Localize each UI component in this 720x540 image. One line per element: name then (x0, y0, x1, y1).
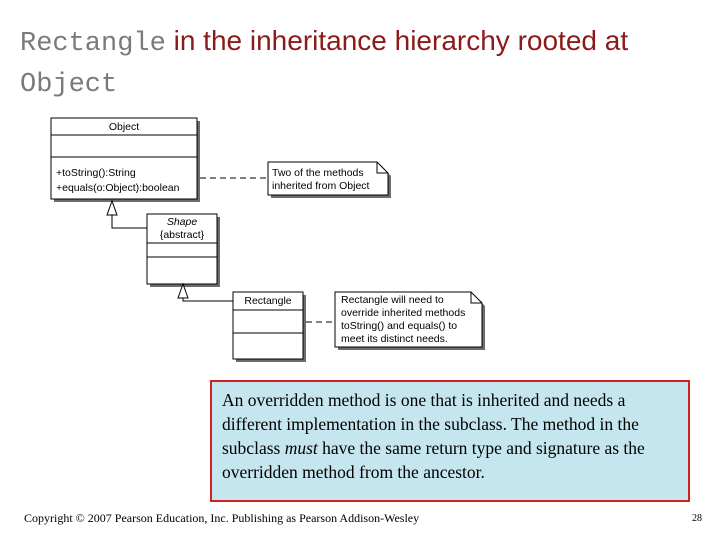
callout-emphasis: must (284, 438, 318, 458)
shape-class-stereotype: {abstract} (159, 229, 205, 241)
note2-line3: toString() and equals() to (341, 320, 458, 332)
note2-line1: Rectangle will need to (341, 294, 444, 306)
title-text: in the inheritance hierarchy rooted at (165, 25, 629, 56)
title-code-rectangle: Rectangle (20, 29, 166, 59)
rectangle-class-box (233, 292, 306, 362)
object-class-name: Object (108, 121, 140, 133)
page-number: 28 (692, 513, 702, 524)
callout-text-part2: have the same return type and signature as the overridden method from the ancestor. (222, 438, 645, 482)
note2-line4: meet its distinct needs. (341, 333, 448, 345)
shape-class-name: Shape (166, 216, 198, 228)
note1-line2: inherited from Object (272, 180, 370, 192)
note-inherited-methods (268, 162, 391, 198)
object-class-box (51, 118, 200, 202)
title-code-object: Object (20, 70, 118, 100)
inheritance-arrow-shape-object (107, 201, 147, 228)
object-method-tostring: +toString():String (56, 167, 136, 179)
rectangle-class-name: Rectangle (244, 295, 292, 307)
object-method-equals: +equals(o:Object):boolean (56, 182, 180, 194)
note-override-methods (335, 292, 485, 350)
note1-line1: Two of the methods (272, 167, 364, 179)
shape-class-box (147, 214, 220, 287)
definition-callout (210, 380, 690, 502)
note2-line2: override inherited methods (341, 307, 466, 319)
callout-text-part1: An overridden method is one that is inherited and needs a different implementation in the subclass. The method in the subclass (222, 390, 639, 458)
copyright-footer: Copyright © 2007 Pearson Education, Inc. Publishing as Pearson Addison-Wesley (24, 511, 420, 525)
